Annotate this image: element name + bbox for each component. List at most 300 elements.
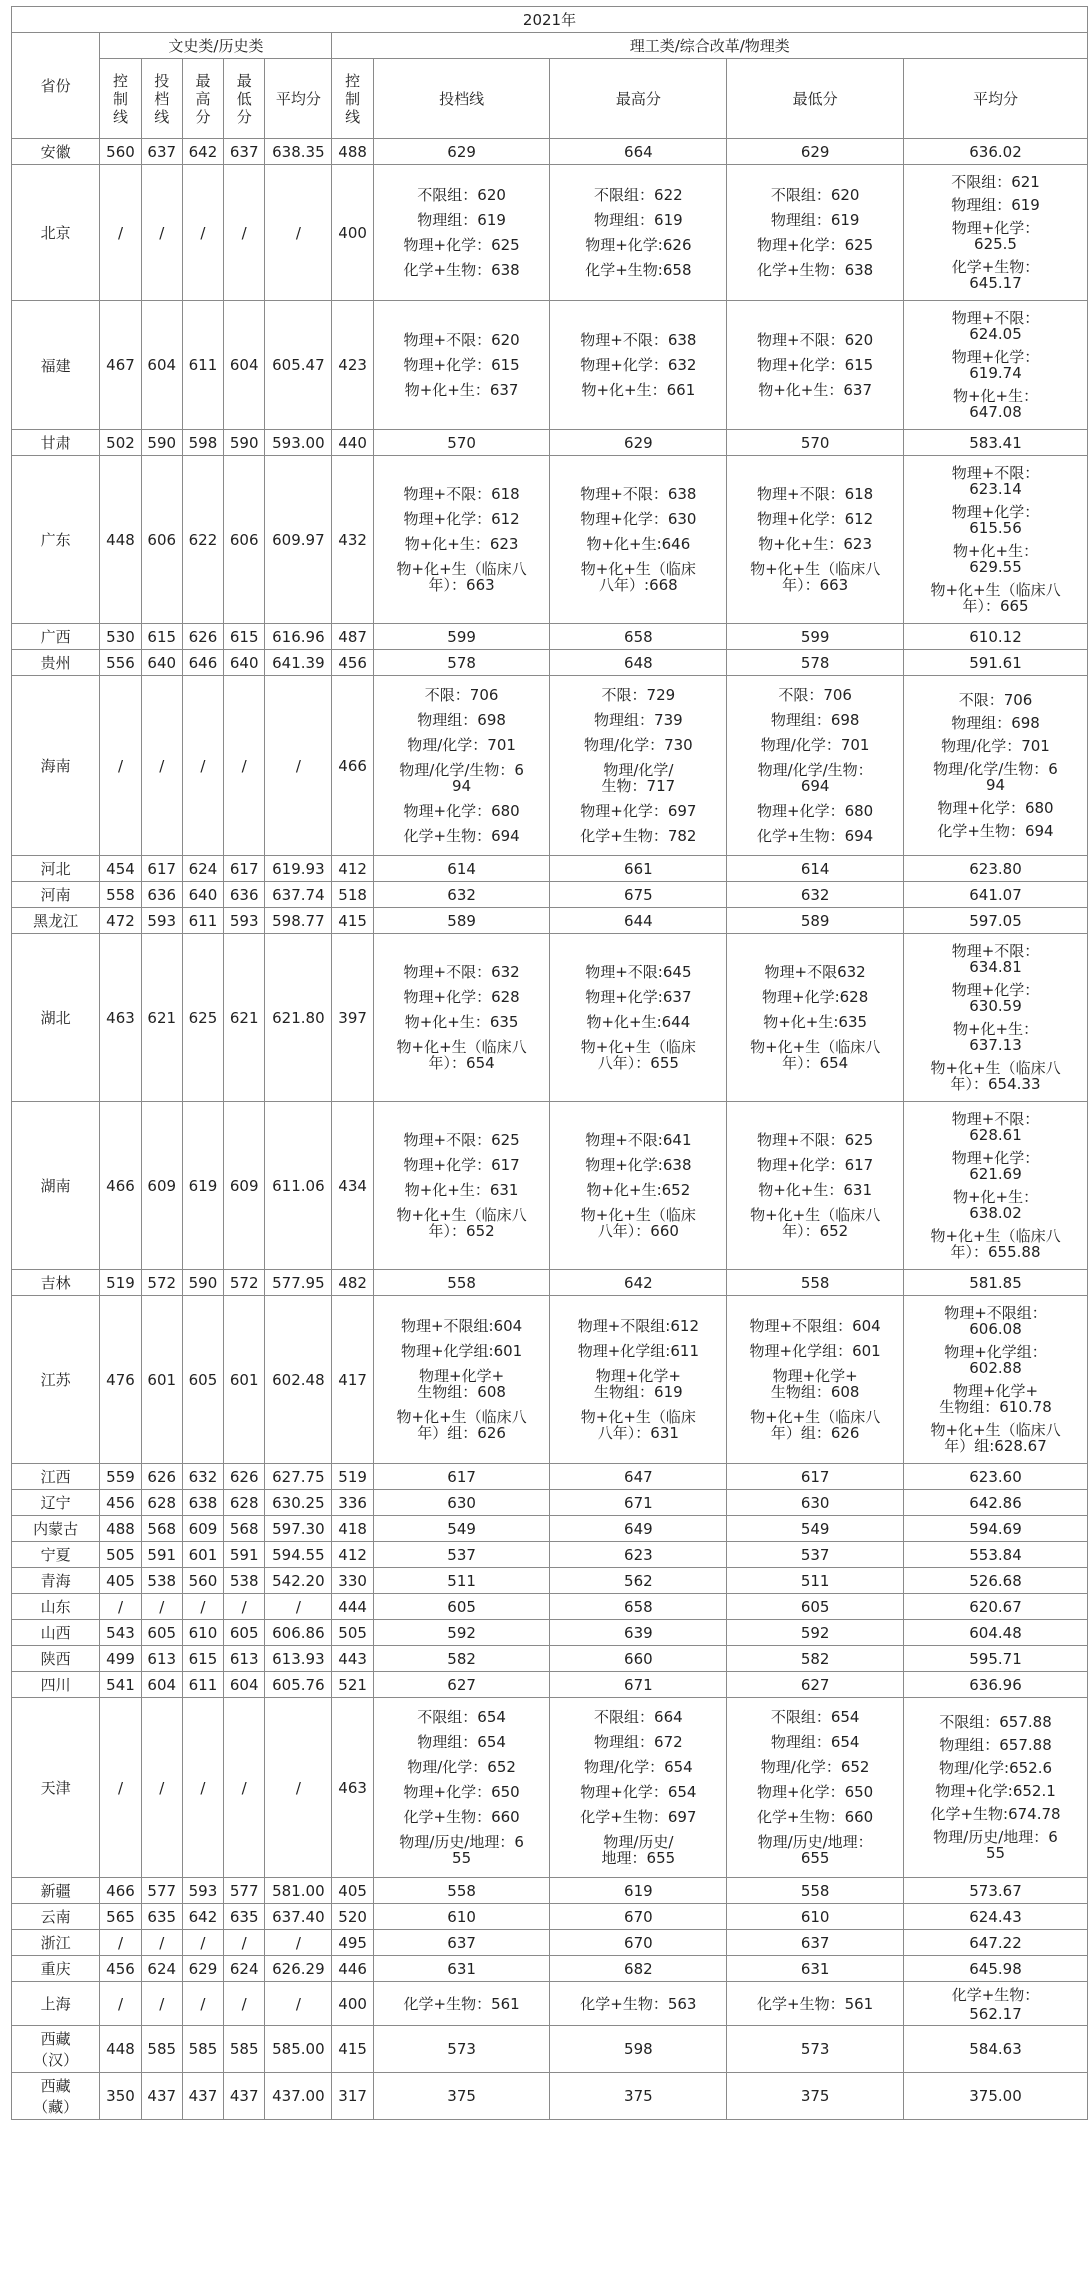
cell-line: 物+化+生：623 <box>404 535 519 553</box>
liberal-value-cell: 604 <box>224 1672 265 1698</box>
science-max-cell: 671 <box>550 1672 727 1698</box>
score-table-wrapper <box>11 6 1088 2120</box>
liberal-value-cell: 590 <box>224 430 265 456</box>
admission-score-table <box>11 6 1088 2120</box>
liberal-value-cell: / <box>265 1930 332 1956</box>
science-toudang-cell <box>373 1296 550 1464</box>
science-control-cell: 505 <box>332 1620 373 1646</box>
liberal-value-cell: 605.76 <box>265 1672 332 1698</box>
cell-line: 物理+化学： 621.69 <box>951 1149 1040 1183</box>
liberal-value-cell: 577 <box>141 1878 182 1904</box>
science-avg-cell: 636.02 <box>904 139 1088 165</box>
science-max-cell: 671 <box>550 1490 727 1516</box>
liberal-value-cell: 605 <box>224 1620 265 1646</box>
province-cell: 黑龙江 <box>12 908 100 934</box>
cell-line: 不限组：620 <box>417 186 506 204</box>
table-row <box>12 456 1088 624</box>
table-row <box>12 165 1088 301</box>
science-min-cell: 511 <box>727 1568 904 1594</box>
cell-line: 物理+化学：617 <box>403 1156 520 1174</box>
cell-line: 物+化+生：623 <box>758 535 873 553</box>
liberal-value-cell: / <box>182 1698 223 1878</box>
cell-line: 物理+不限632 <box>764 963 866 981</box>
province-cell: 内蒙古 <box>12 1516 100 1542</box>
liberal-value-cell: 619.93 <box>265 856 332 882</box>
province-cell: 甘肃 <box>12 430 100 456</box>
table-row <box>12 1542 1088 1568</box>
table-row <box>12 1102 1088 1270</box>
science-max-cell: 675 <box>550 882 727 908</box>
liberal-value-cell: 581.00 <box>265 1878 332 1904</box>
cell-line: 物+化+生（临床八 年）：654 <box>396 1038 527 1072</box>
cell-line: 物+化+生：631 <box>758 1181 873 1199</box>
science-toudang-cell: 570 <box>373 430 550 456</box>
liberal-value-cell: 626 <box>141 1464 182 1490</box>
province-cell: 宁夏 <box>12 1542 100 1568</box>
liberal-value-cell: 611 <box>182 1672 223 1698</box>
liberal-value-cell: / <box>141 165 182 301</box>
science-avg-cell <box>904 676 1088 856</box>
science-max-cell: 670 <box>550 1904 727 1930</box>
liberal-value-cell: 591 <box>224 1542 265 1568</box>
province-cell: 西藏 （藏） <box>12 2073 100 2120</box>
cell-line: 不限组：622 <box>594 186 683 204</box>
cell-line: 物理+不限组:612 <box>577 1317 699 1335</box>
science-min-cell <box>727 165 904 301</box>
province-cell: 湖南 <box>12 1102 100 1270</box>
table-row <box>12 908 1088 934</box>
science-avg-cell <box>904 1102 1088 1270</box>
science-max-cell <box>550 1296 727 1464</box>
liberal-value-cell: 597.30 <box>265 1516 332 1542</box>
science-control-cell: 440 <box>332 430 373 456</box>
science-control-cell: 400 <box>332 1982 373 2026</box>
science-min-cell: 614 <box>727 856 904 882</box>
cell-line: 物理+化学：625 <box>403 236 520 254</box>
cell-line: 化学+生物：694 <box>937 822 1054 840</box>
liberal-value-cell: 640 <box>224 650 265 676</box>
science-min-cell: 558 <box>727 1878 904 1904</box>
liberal-value-cell: 626.29 <box>265 1956 332 1982</box>
table-row <box>12 139 1088 165</box>
science-max-cell: 562 <box>550 1568 727 1594</box>
science-max-cell: 644 <box>550 908 727 934</box>
liberal-value-cell: 558 <box>100 882 141 908</box>
science-min-cell <box>727 1296 904 1464</box>
cell-line: 物理+化学：615 <box>403 356 520 374</box>
science-toudang-cell: 558 <box>373 1270 550 1296</box>
table-row <box>12 2026 1088 2073</box>
cell-line: 化学+生物：694 <box>757 827 874 845</box>
province-cell: 陕西 <box>12 1646 100 1672</box>
science-max-cell: 658 <box>550 1594 727 1620</box>
science-avg-cell: 化学+生物： 562.17 <box>904 1982 1088 2026</box>
province-cell: 辽宁 <box>12 1490 100 1516</box>
science-avg-cell: 597.05 <box>904 908 1088 934</box>
cell-line: 物理/化学：654 <box>584 1758 693 1776</box>
cell-line: 物理+化学组:601 <box>400 1342 523 1360</box>
science-avg-cell <box>904 301 1088 430</box>
cell-line: 物理+化学：654 <box>580 1783 697 1801</box>
science-max-cell: 623 <box>550 1542 727 1568</box>
liberal-value-cell: 609 <box>141 1102 182 1270</box>
cell-line: 物理+化学：625 <box>757 236 874 254</box>
science-max-cell: 619 <box>550 1878 727 1904</box>
cell-line: 物+化+生：631 <box>404 1181 519 1199</box>
liberal-value-cell: 572 <box>141 1270 182 1296</box>
liberal-value-cell: 593 <box>182 1878 223 1904</box>
science-toudang-cell <box>373 1698 550 1878</box>
science-toudang-cell: 592 <box>373 1620 550 1646</box>
table-row <box>12 1594 1088 1620</box>
liberal-value-cell: 638.35 <box>265 139 332 165</box>
cell-line: 化学+生物：638 <box>757 261 874 279</box>
cell-line: 物理/化学/生物：6 94 <box>399 761 524 795</box>
province-cell: 云南 <box>12 1904 100 1930</box>
province-cell: 西藏 （汉） <box>12 2026 100 2073</box>
liberal-value-cell: / <box>141 1594 182 1620</box>
liberal-value-cell: / <box>182 165 223 301</box>
science-avg-cell: 610.12 <box>904 624 1088 650</box>
cell-line: 物+化+生:635 <box>763 1013 868 1031</box>
science-control-cell: 444 <box>332 1594 373 1620</box>
science-control-cell: 400 <box>332 165 373 301</box>
cell-line: 物理/化学：701 <box>941 737 1050 755</box>
liberal-value-cell: 502 <box>100 430 141 456</box>
table-row <box>12 1982 1088 2026</box>
liberal-value-cell: 624 <box>224 1956 265 1982</box>
science-avg-cell <box>904 934 1088 1102</box>
table-row <box>12 1878 1088 1904</box>
science-min-cell: 632 <box>727 882 904 908</box>
liberal-value-cell: 456 <box>100 1490 141 1516</box>
province-cell: 江西 <box>12 1464 100 1490</box>
liberal-value-cell: 605 <box>182 1296 223 1464</box>
cell-line: 物理组：654 <box>417 1733 506 1751</box>
liberal-value-cell: 626 <box>224 1464 265 1490</box>
liberal-value-cell: 472 <box>100 908 141 934</box>
province-cell: 新疆 <box>12 1878 100 1904</box>
cell-line: 物理/化学/生物： 694 <box>757 761 873 795</box>
liberal-value-cell: 572 <box>224 1270 265 1296</box>
science-max-cell: 660 <box>550 1646 727 1672</box>
cell-line: 化学+生物：697 <box>580 1808 697 1826</box>
province-cell: 山西 <box>12 1620 100 1646</box>
science-min-cell: 627 <box>727 1672 904 1698</box>
liberal-value-cell: 476 <box>100 1296 141 1464</box>
science-control-cell: 488 <box>332 139 373 165</box>
science-avg-cell: 584.63 <box>904 2026 1088 2073</box>
science-toudang-cell <box>373 676 550 856</box>
liberal-value-cell: 594.55 <box>265 1542 332 1568</box>
liberal-value-cell: 601 <box>224 1296 265 1464</box>
province-cell: 上海 <box>12 1982 100 2026</box>
science-min-cell: 582 <box>727 1646 904 1672</box>
cell-line: 物理+化学：612 <box>403 510 520 528</box>
province-cell: 河北 <box>12 856 100 882</box>
liberal-value-cell: 624 <box>182 856 223 882</box>
liberal-value-cell: 621 <box>141 934 182 1102</box>
science-toudang-cell: 614 <box>373 856 550 882</box>
cell-line: 物理/化学/ 生物：717 <box>601 761 676 795</box>
cell-line: 物理+化学： 615.56 <box>951 503 1040 537</box>
cell-line: 物理组：698 <box>951 714 1040 732</box>
science-control-cell: 336 <box>332 1490 373 1516</box>
cell-line: 物理+不限组：604 <box>749 1317 881 1335</box>
liberal-group-header: 文史类/历史类 <box>100 33 332 59</box>
science-avg-cell: 604.48 <box>904 1620 1088 1646</box>
science-toudang-cell: 573 <box>373 2026 550 2073</box>
cell-line: 物理+化学组:611 <box>577 1342 699 1360</box>
table-row <box>12 1956 1088 1982</box>
province-cell: 重庆 <box>12 1956 100 1982</box>
liberal-value-cell: / <box>224 1982 265 2026</box>
science-min-cell: 589 <box>727 908 904 934</box>
cell-line: 物理+不限：638 <box>580 331 697 349</box>
liberal-value-cell: 606 <box>224 456 265 624</box>
science-toudang-cell: 549 <box>373 1516 550 1542</box>
cell-line: 物+化+生： 647.08 <box>952 387 1039 421</box>
science-max-cell: 639 <box>550 1620 727 1646</box>
liberal-value-cell: / <box>141 1982 182 2026</box>
cell-line: 物理+不限：632 <box>403 963 520 981</box>
liberal-value-cell: / <box>100 676 141 856</box>
province-cell: 吉林 <box>12 1270 100 1296</box>
liberal-value-cell: 437 <box>224 2073 265 2120</box>
table-row <box>12 934 1088 1102</box>
science-toudang-cell: 630 <box>373 1490 550 1516</box>
table-row <box>12 1620 1088 1646</box>
cell-line: 物理+化学：650 <box>757 1783 874 1801</box>
cell-line: 物理+化学组：601 <box>749 1342 881 1360</box>
liberal-value-cell: 454 <box>100 856 141 882</box>
cell-line: 物理/化学：652 <box>407 1758 516 1776</box>
cell-line: 物理+化学:638 <box>585 1156 692 1174</box>
cell-line: 物理+不限： 623.14 <box>951 464 1040 498</box>
science-toudang-cell <box>373 456 550 624</box>
science-avg-cell <box>904 165 1088 301</box>
cell-line: 物理+化学+ 生物组：608 <box>770 1367 860 1401</box>
cell-line: 化学+生物:674.78 <box>930 1805 1061 1823</box>
science-control-cell: 487 <box>332 624 373 650</box>
science-min-cell <box>727 676 904 856</box>
science-avg-cell: 594.69 <box>904 1516 1088 1542</box>
liberal-value-cell: 488 <box>100 1516 141 1542</box>
province-cell: 山东 <box>12 1594 100 1620</box>
science-max-cell: 670 <box>550 1930 727 1956</box>
liberal-value-cell: / <box>265 165 332 301</box>
table-row <box>12 1568 1088 1594</box>
cell-line: 物理+化学：617 <box>757 1156 874 1174</box>
cell-line: 物理+化学:626 <box>585 236 692 254</box>
cell-line: 不限组：657.88 <box>939 1713 1052 1731</box>
province-cell: 广西 <box>12 624 100 650</box>
science-avg-cell: 553.84 <box>904 1542 1088 1568</box>
cell-line: 物理+化学+ 生物组：608 <box>417 1367 506 1401</box>
science-control-cell: 417 <box>332 1296 373 1464</box>
cell-line: 物+化+生： 638.02 <box>952 1188 1039 1222</box>
science-toudang-cell: 599 <box>373 624 550 650</box>
liberal-value-cell: / <box>224 1594 265 1620</box>
province-cell: 贵州 <box>12 650 100 676</box>
table-row <box>12 624 1088 650</box>
liberal-value-cell: 405 <box>100 1568 141 1594</box>
cell-line: 物理+不限组:604 <box>400 1317 523 1335</box>
cell-line: 物理+不限：638 <box>580 485 697 503</box>
liberal-value-cell: 538 <box>224 1568 265 1594</box>
liberal-value-cell: / <box>182 1982 223 2026</box>
liberal-value-cell: 637.74 <box>265 882 332 908</box>
cell-line: 物理+化学：680 <box>757 802 874 820</box>
liberal-value-cell: 630.25 <box>265 1490 332 1516</box>
liberal-value-cell: 602.48 <box>265 1296 332 1464</box>
liberal-value-cell: 593 <box>141 908 182 934</box>
liberal-value-cell: 505 <box>100 1542 141 1568</box>
liberal-value-cell: / <box>224 1698 265 1878</box>
liberal-value-cell: 632 <box>182 1464 223 1490</box>
science-min-cell: 592 <box>727 1620 904 1646</box>
province-cell: 浙江 <box>12 1930 100 1956</box>
liberal-value-cell: 611 <box>182 301 223 430</box>
cell-line: 物理组：619 <box>594 211 683 229</box>
liberal-value-cell: 585.00 <box>265 2026 332 2073</box>
science-avg-cell: 624.43 <box>904 1904 1088 1930</box>
science-toudang-cell: 605 <box>373 1594 550 1620</box>
cell-line: 物+化+生：637 <box>404 381 519 399</box>
cell-line: 物+化+生（临床八 年）：654.33 <box>930 1059 1061 1093</box>
science-avg-cell: 636.96 <box>904 1672 1088 1698</box>
liberal-value-cell: 560 <box>182 1568 223 1594</box>
cell-line: 物理+不限:641 <box>585 1131 692 1149</box>
table-row <box>12 1698 1088 1878</box>
science-min-cell <box>727 934 904 1102</box>
cell-line: 物理+化学组： 602.88 <box>944 1343 1047 1377</box>
liberal-value-cell: 628 <box>141 1490 182 1516</box>
cell-line: 物理+化学：632 <box>580 356 697 374</box>
liberal-value-cell: / <box>182 1594 223 1620</box>
table-row <box>12 1490 1088 1516</box>
science-control-cell: 412 <box>332 1542 373 1568</box>
liberal-value-cell: 637 <box>141 139 182 165</box>
cell-line: 化学+生物：694 <box>403 827 520 845</box>
cell-line: 不限：706 <box>424 686 499 704</box>
science-toudang-cell: 637 <box>373 1930 550 1956</box>
liberal-value-cell: 616.96 <box>265 624 332 650</box>
table-row <box>12 882 1088 908</box>
science-toudang-cell: 化学+生物：561 <box>373 1982 550 2026</box>
cell-line: 物+化+生（临床八 年）：652 <box>750 1206 881 1240</box>
science-min-cell: 629 <box>727 139 904 165</box>
liberal-value-cell: 615 <box>141 624 182 650</box>
science-avg-cell: 583.41 <box>904 430 1088 456</box>
science-control-cell: 446 <box>332 1956 373 1982</box>
table-row <box>12 1516 1088 1542</box>
science-control-cell: 434 <box>332 1102 373 1270</box>
table-row <box>12 1646 1088 1672</box>
liberal-value-cell: 437 <box>182 2073 223 2120</box>
liberal-value-cell: 605.47 <box>265 301 332 430</box>
science-avg-cell: 573.67 <box>904 1878 1088 1904</box>
liberal-value-cell: 621.80 <box>265 934 332 1102</box>
liberal-value-cell: 542.20 <box>265 1568 332 1594</box>
cell-line: 物理+不限：620 <box>757 331 874 349</box>
liberal-value-cell: / <box>100 165 141 301</box>
cell-line: 物+化+生（临床八 年）组：626 <box>750 1408 881 1442</box>
table-row <box>12 676 1088 856</box>
science-min-cell: 578 <box>727 650 904 676</box>
province-cell: 湖北 <box>12 934 100 1102</box>
cell-line: 化学+生物:658 <box>585 261 692 279</box>
science-control-cell: 405 <box>332 1878 373 1904</box>
cell-line: 物理/化学：701 <box>407 736 516 754</box>
liberal-value-cell: / <box>224 676 265 856</box>
science-max-cell <box>550 676 727 856</box>
liberal-value-cell: / <box>141 1698 182 1878</box>
cell-line: 物+化+生（临床八 年）：665 <box>930 581 1061 615</box>
liberal-value-cell: 593 <box>224 908 265 934</box>
cell-line: 物+化+生：635 <box>404 1013 519 1031</box>
science-control-cell: 418 <box>332 1516 373 1542</box>
cell-line: 物+化+生（临床八 年）：652 <box>396 1206 527 1240</box>
cell-line: 物+化+生（临床 八年）:668 <box>580 560 696 594</box>
cell-line: 物理+不限：625 <box>757 1131 874 1149</box>
science-max-cell: 648 <box>550 650 727 676</box>
science-min-cell <box>727 301 904 430</box>
liberal-value-cell: 585 <box>182 2026 223 2073</box>
science-control-cell: 456 <box>332 650 373 676</box>
science-control-cell: 415 <box>332 2026 373 2073</box>
cell-line: 物理+不限组： 606.08 <box>944 1304 1047 1338</box>
province-cell: 北京 <box>12 165 100 301</box>
liberal-value-cell: 591 <box>141 1542 182 1568</box>
province-cell: 江苏 <box>12 1296 100 1464</box>
liberal-value-cell: 617 <box>141 856 182 882</box>
cell-line: 物+化+生（临床八 年）：663 <box>396 560 527 594</box>
cell-line: 物+化+生（临床八 年）：655.88 <box>930 1227 1061 1261</box>
science-avg-cell: 642.86 <box>904 1490 1088 1516</box>
liberal-value-cell: 617 <box>224 856 265 882</box>
liberal-value-cell: 626 <box>182 624 223 650</box>
science-control-cell: 519 <box>332 1464 373 1490</box>
liberal-value-cell: 627.75 <box>265 1464 332 1490</box>
liberal-col-header: 最 低 分 <box>224 59 265 139</box>
cell-line: 物+化+生（临床八 年）：654 <box>750 1038 881 1072</box>
cell-line: 物理组：672 <box>594 1733 683 1751</box>
science-max-cell: 化学+生物：563 <box>550 1982 727 2026</box>
liberal-value-cell: 606 <box>141 456 182 624</box>
liberal-value-cell: / <box>182 1930 223 1956</box>
liberal-value-cell: 598.77 <box>265 908 332 934</box>
cell-line: 物理+不限： 624.05 <box>951 309 1040 343</box>
liberal-value-cell: / <box>224 165 265 301</box>
liberal-value-cell: 613 <box>141 1646 182 1672</box>
cell-line: 物理+不限：618 <box>403 485 520 503</box>
cell-line: 物+化+生:644 <box>586 1013 691 1031</box>
cell-line: 物+化+生:646 <box>586 535 691 553</box>
cell-line: 物理组：619 <box>951 196 1040 214</box>
province-cell: 四川 <box>12 1672 100 1698</box>
liberal-value-cell: 519 <box>100 1270 141 1296</box>
liberal-value-cell: 635 <box>141 1904 182 1930</box>
cell-line: 物+化+生（临床 八年）：631 <box>580 1408 696 1442</box>
cell-line: 物理+化学：615 <box>757 356 874 374</box>
science-min-cell: 637 <box>727 1930 904 1956</box>
cell-line: 物+化+生（临床八 年）组:628.67 <box>930 1421 1061 1455</box>
cell-line: 化学+生物：660 <box>757 1808 874 1826</box>
cell-line: 不限：729 <box>601 686 676 704</box>
liberal-value-cell: 560 <box>100 139 141 165</box>
liberal-value-cell: 637.40 <box>265 1904 332 1930</box>
